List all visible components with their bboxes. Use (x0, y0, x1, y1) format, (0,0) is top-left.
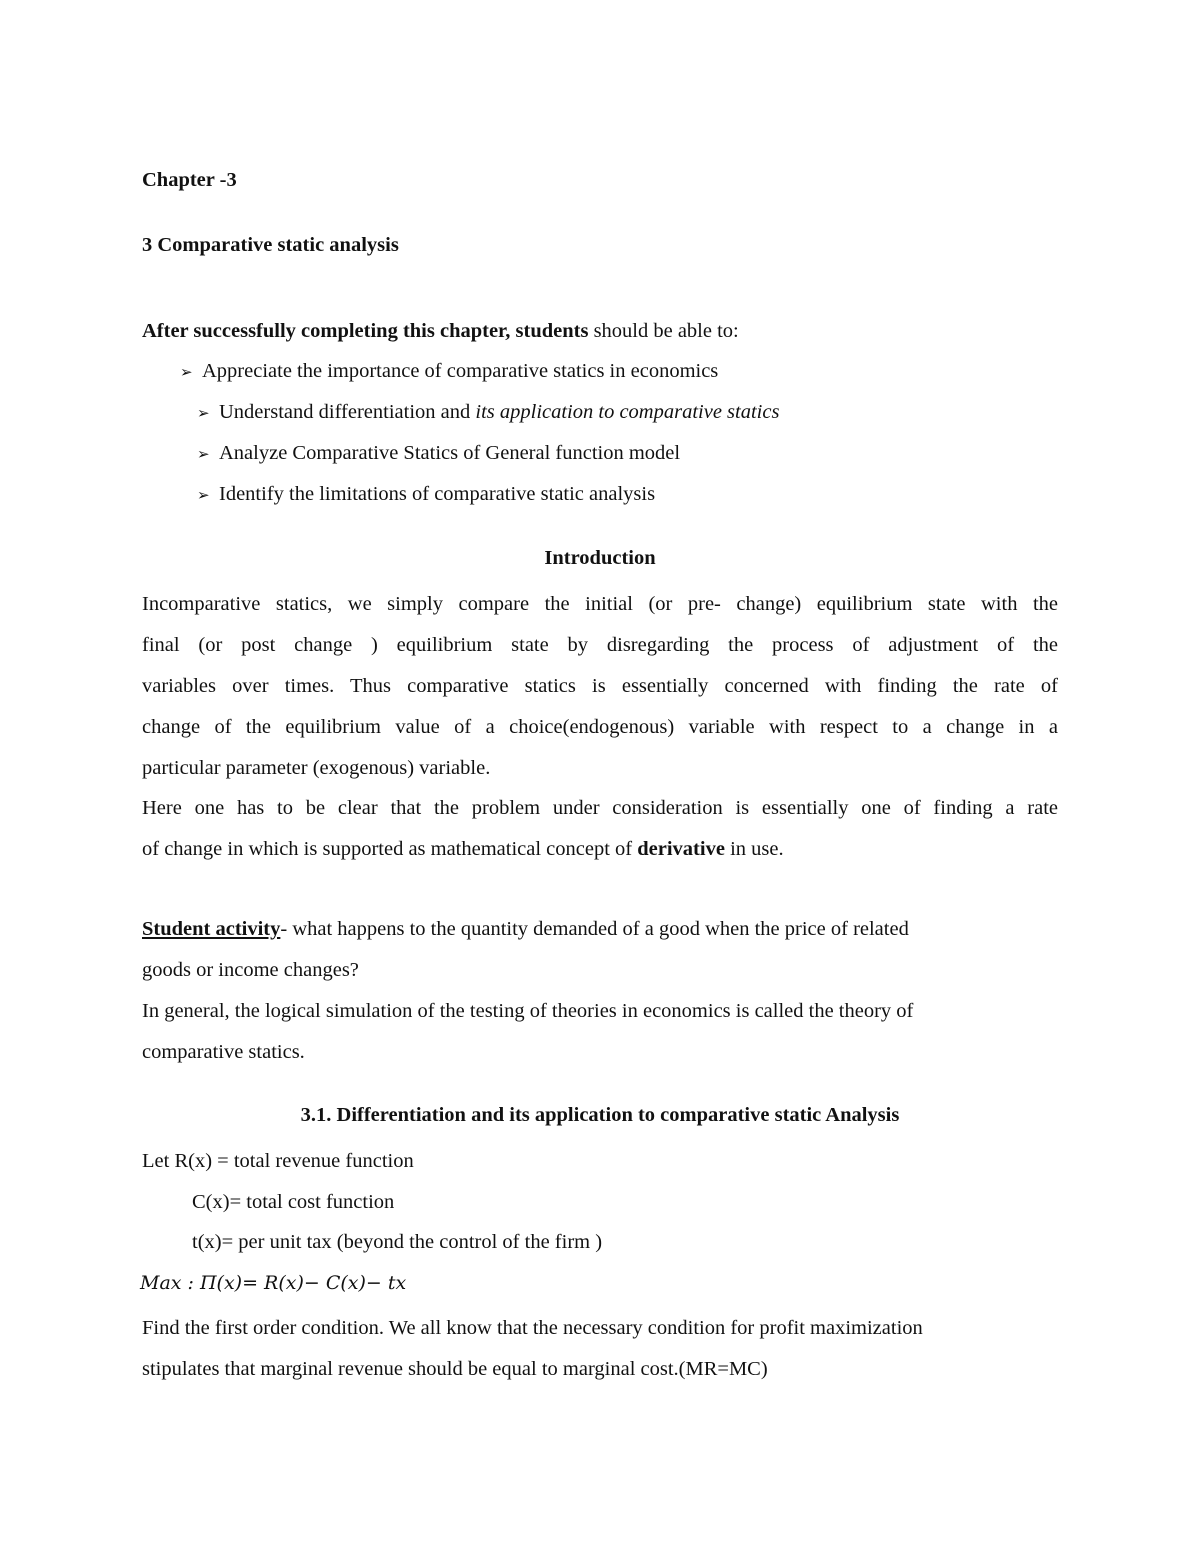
tax-definition: t(x)= per unit tax (beyond the control of the firm ) (192, 1231, 603, 1253)
student-activity-label: Student activity (142, 918, 281, 940)
intro-paragraph-line: final (or post change ) equilibrium state by disregarding the process of adjustment of the (142, 634, 1058, 656)
arrow-bullet-icon: ➢ (197, 404, 210, 422)
derivative-paragraph-line: Here one has to be clear that the problem under consideration is essentially one of finding a rate (142, 797, 1058, 819)
subsection-heading: 3.1. Differentiation and its application to comparative static Analysis (300, 1104, 900, 1126)
student-activity-continued: goods or income changes? (142, 959, 359, 981)
foc-paragraph-line: Find the first order condition. We all know that the necessary condition for profit maximization (142, 1317, 923, 1339)
arrow-bullet-icon: ➢ (197, 486, 210, 504)
intro-paragraph-line: Incomparative statics, we simply compare the initial (or pre- change) equilibrium state with the (142, 593, 1058, 615)
foc-paragraph-line: stipulates that marginal revenue should be equal to marginal cost.(MR=MC) (142, 1358, 768, 1380)
general-paragraph-line: comparative statics. (142, 1041, 305, 1063)
derivative-paragraph-line: of change in which is supported as mathematical concept of derivative in use. (142, 838, 784, 860)
cost-definition: C(x)= total cost function (192, 1191, 395, 1213)
general-paragraph-line: In general, the logical simulation of the testing of theories in economics is called the theory of (142, 1000, 914, 1022)
objective-item: ➢ Analyze Comparative Statics of General function model (197, 442, 681, 464)
student-activity: Student activity- what happens to the quantity demanded of a good when the price of related (142, 918, 909, 940)
intro-paragraph-line: particular parameter (exogenous) variable. (142, 757, 491, 779)
introduction-heading: Introduction (544, 547, 656, 569)
objectives-intro: After successfully completing this chapter, students should be able to: (142, 320, 739, 342)
section-title: 3 Comparative static analysis (142, 234, 399, 256)
intro-paragraph-line: change of the equilibrium value of a choice(endogenous) variable with respect to a change in a (142, 716, 1058, 738)
revenue-definition: Let R(x) = total revenue function (142, 1150, 414, 1172)
profit-formula: Max : Π(x)= R(x)− C(x)− tx (140, 1272, 407, 1294)
arrow-bullet-icon: ➢ (180, 363, 193, 381)
objective-item: ➢ Appreciate the importance of comparative statics in economics (180, 360, 719, 382)
objective-item: ➢ Understand differentiation and its application to comparative statics (197, 401, 780, 423)
chapter-title: Chapter -3 (142, 169, 237, 191)
intro-paragraph-line: variables over times. Thus comparative statics is essentially concerned with finding the rate of (142, 675, 1058, 697)
objective-item: ➢ Identify the limitations of comparative static analysis (197, 483, 656, 505)
arrow-bullet-icon: ➢ (197, 445, 210, 463)
